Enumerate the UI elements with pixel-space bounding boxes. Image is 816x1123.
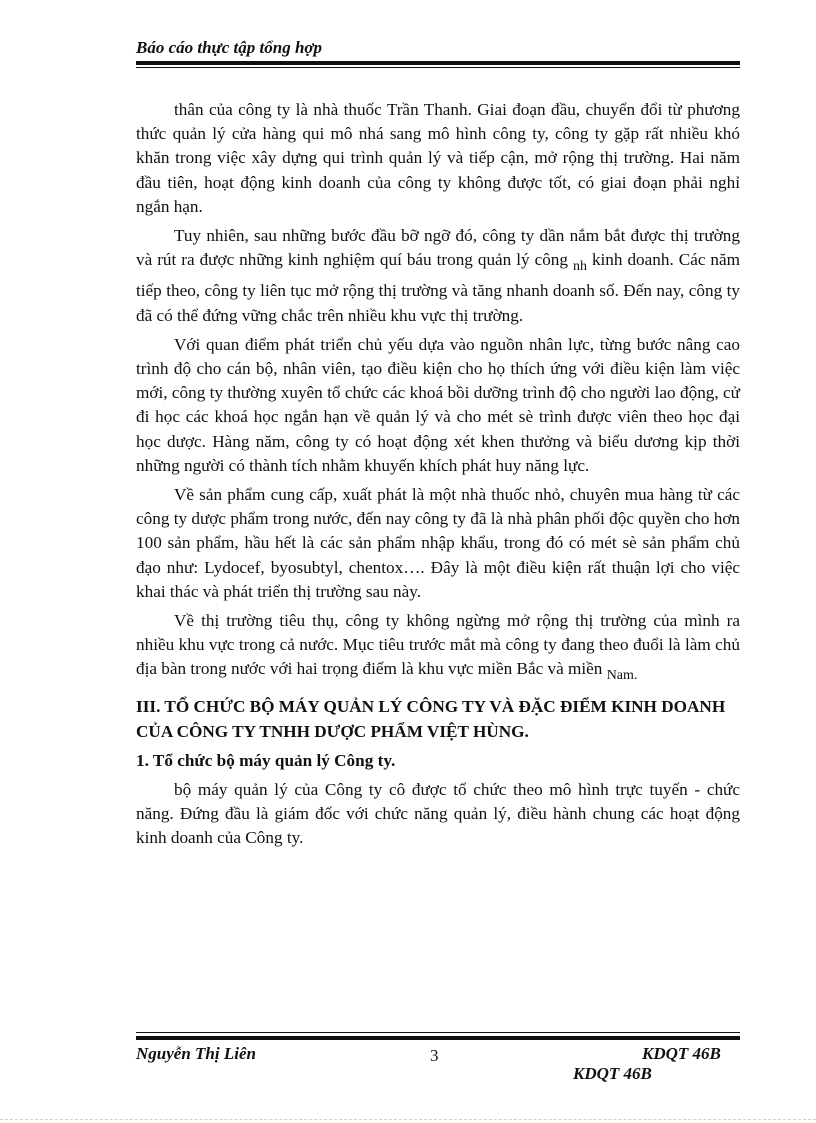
footer-author: Nguyễn Thị Liên <box>136 1044 256 1063</box>
footer-rule-thin <box>136 1032 740 1033</box>
footer-class-code: KDQT 46B <box>642 1044 721 1063</box>
footer-class-code-repeat: KDQT 46B <box>573 1064 652 1083</box>
paragraph-4: Về sản phẩm cung cấp, xuất phát là một nhà thuốc nhỏ, chuyên mua hàng từ các công ty dược phẩm trong nước, đến nay công ty đã là nhà phân phối độc quyền cho hơn 100 sản phẩm, hầu hết là các sản phẩm nhập khẩu, trong đó có mét sè sản phẩm chủ đạo như: Lydocef, byosubtyl, chentox…. Đây là một điều kiện rất thuận lợi cho việc khai thác và phát triển thị trường sau này. <box>136 485 740 601</box>
paragraph-5 <box>136 609 740 689</box>
subsection-heading: 1. Tổ chức bộ máy quản lý Công ty. <box>136 750 396 770</box>
paragraph-2 <box>136 224 740 328</box>
paragraph-5-text: Về thị trường tiêu thụ, công ty không ngừng mở rộng thị trường của mình ra nhiều khu vực trong cả nước. Mục tiêu trước mắt mà công ty đang theo đuổi là làm chủ địa bàn trong nước với hai trọng điểm là khu vực miền Bắc và miền <box>136 611 740 679</box>
page-number: 3 <box>430 1046 439 1065</box>
page-boundary <box>0 1119 816 1120</box>
footer-rule-thick <box>136 1036 740 1040</box>
header-rule-thick <box>136 61 740 65</box>
paragraph-1: thân của công ty là nhà thuốc Trần Thanh. Giai đoạn đầu, chuyển đổi từ phương thức quản lý cửa hàng qui mô nhá sang mô hình công ty, công ty gặp rất nhiều khó khăn trong việc xây dựng qui trình quản lý và tiếp cận, mở rộng thị trường. Hai năm đầu tiên, hoạt động kinh doanh của công ty không được tốt, có giai đoạn phải nghỉ ngắn hạn. <box>136 100 740 216</box>
paragraph-2-text-b: kinh doanh. Các năm tiếp theo, công ty liên tục mở rộng thị trường và tăng nhanh doanh số. Đến nay, công ty đã có thể đứng vững chắc trên nhiều khu vực thị trường. <box>136 250 741 325</box>
header-title: Báo cáo thực tập tổng hợp <box>136 38 323 57</box>
paragraph-6: bộ máy quản lý của Công ty cô được tổ chức theo mô hình trực tuyến - chức năng. Đứng đầu là giám đốc với chức năng quản lý, điều hành chung các hoạt động kinh doanh của Công ty. <box>136 779 740 848</box>
paragraph-3: Với quan điểm phát triển chủ yếu dựa vào nguồn nhân lực, từng bước nâng cao trình độ cho cán bộ, nhân viên, tạo điều kiện cho họ thích ứng với điều kiện làm việc mới, công ty thường xuyên tổ chức các khoá bồi dưỡng trình độ cho người lao động, cử đi học các khoá học ngắn hạn về quản lý và cho mét sè trình được viên theo học đại học dược. Hàng năm, công ty có hoạt động xét khen thưởng và biểu dương kịp thời những người có thành tích nhằm khuyến khích phát huy năng lực. <box>136 334 740 475</box>
paragraph-2-text-a: Tuy nhiên, sau những bước đầu bỡ ngỡ đó, công ty dần nắm bắt được thị trường và rút ra được những kinh nghiệm quí báu trong quản lý công <box>136 226 740 270</box>
paragraph-2-subscript: nh <box>572 259 587 275</box>
body-text <box>136 98 740 855</box>
paragraph-5-subscript: Nam. <box>606 668 638 684</box>
section-heading: III. TỔ CHỨC BỘ MÁY QUẢN LÝ CÔNG TY VÀ ĐẶC ĐIỂM KINH DOANH CỦA CÔNG TY TNHH DƯỢC PHẨM VIỆT HÙNG. <box>136 696 726 741</box>
header-rule-thin <box>136 67 740 68</box>
